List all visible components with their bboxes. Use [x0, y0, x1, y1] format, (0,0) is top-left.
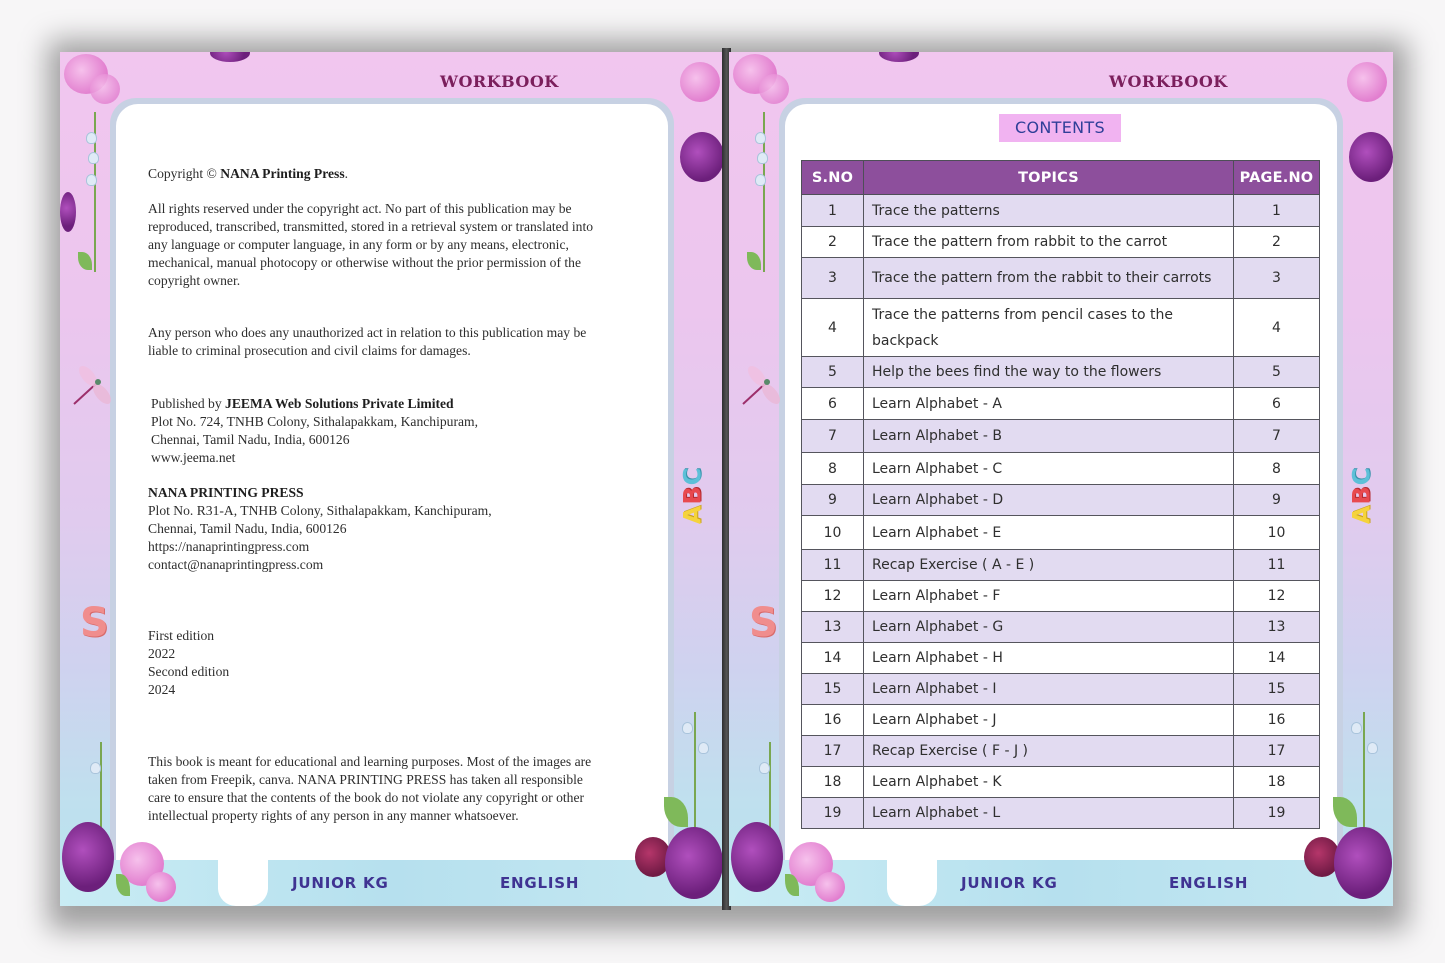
right-page-contents: [729, 52, 1393, 906]
cell-topic: Learn Alphabet - C: [864, 453, 1234, 485]
cell-topic: Learn Alphabet - J: [864, 705, 1234, 736]
cell-page: 16: [1234, 705, 1320, 736]
cell-sno: 4: [802, 299, 864, 357]
leaf-icon: [78, 252, 92, 270]
contents-title: CONTENTS: [999, 114, 1121, 142]
cell-topic: Recap Exercise ( A - E ): [864, 550, 1234, 581]
lily-bell-icon: [90, 762, 101, 774]
orchid-cluster-icon: [680, 62, 720, 102]
column-header-sno: S.NO: [802, 161, 864, 195]
publisher-block: Published by JEEMA Web Solutions Private Limited Plot No. 724, TNHB Colony, Sithalapakkam, Kanchipuram, Chennai, Tamil Nadu, India, 600126 www.jeema.net: [151, 396, 478, 465]
table-row[interactable]: [802, 767, 1320, 798]
cell-page: 2: [1234, 227, 1320, 258]
cell-topic: Learn Alphabet - H: [864, 643, 1234, 674]
orchid-cluster-icon: [879, 52, 919, 62]
cell-topic: Learn Alphabet - F: [864, 581, 1234, 612]
lily-bell-icon: [698, 742, 709, 754]
cell-page: 13: [1234, 612, 1320, 643]
cell-topic: Recap Exercise ( F - J ): [864, 736, 1234, 767]
lily-stem-icon: [769, 742, 771, 832]
table-row[interactable]: [802, 516, 1320, 550]
table-row[interactable]: [802, 420, 1320, 453]
rights-paragraph: All rights reserved under the copyright act. No part of this publication may be reproduced, transcribed, transmitted, stored in a retrieval system or translated into any language or computer language, in any form or by any means, electronic, mechanical, manual photocopy or otherwise without the prior permission of the copyright owner.: [148, 201, 594, 288]
left-page-copyright: [60, 52, 724, 906]
cell-sno: 19: [802, 798, 864, 829]
cell-sno: 6: [802, 388, 864, 420]
orchid-cluster-icon: [1349, 132, 1393, 182]
cell-topic: Learn Alphabet - I: [864, 674, 1234, 705]
lily-bell-icon: [1367, 742, 1378, 754]
footer-tab-notch: [887, 844, 937, 906]
table-row[interactable]: [802, 299, 1320, 357]
orchid-cluster-icon: [146, 872, 176, 902]
cell-topic: Learn Alphabet - L: [864, 798, 1234, 829]
copyright-line: Copyright © NANA Printing Press.: [148, 166, 349, 181]
dragonfly-icon: [737, 364, 785, 412]
cell-page: 1: [1234, 195, 1320, 227]
orchid-cluster-icon: [1334, 827, 1392, 899]
cell-page: 12: [1234, 581, 1320, 612]
lily-bell-icon: [1351, 722, 1362, 734]
cell-topic: Learn Alphabet - K: [864, 767, 1234, 798]
printer-website-link: https://nanaprintingpress.com: [148, 539, 310, 554]
table-row[interactable]: [802, 736, 1320, 767]
copyright-text-block: [148, 165, 648, 825]
cell-page: 4: [1234, 299, 1320, 357]
cell-sno: 9: [802, 485, 864, 516]
leaf-icon: [747, 252, 761, 270]
cell-page: 8: [1234, 453, 1320, 485]
cell-sno: 2: [802, 227, 864, 258]
cell-topic: Trace the pattern from the rabbit to their carrots: [864, 258, 1234, 299]
table-header-row: [802, 161, 1320, 195]
orchid-cluster-icon: [90, 74, 120, 104]
cell-page: 9: [1234, 485, 1320, 516]
orchid-cluster-icon: [759, 74, 789, 104]
printer-email: contact@nanaprintingpress.com: [148, 557, 324, 572]
lily-bell-icon: [86, 132, 97, 144]
cell-sno: 7: [802, 420, 864, 453]
orchid-cluster-icon: [815, 872, 845, 902]
lily-stem-icon: [1363, 712, 1365, 832]
decor-abc-letters: A B C: [1347, 467, 1376, 525]
cell-sno: 3: [802, 258, 864, 299]
table-row[interactable]: [802, 388, 1320, 420]
table-row[interactable]: [802, 705, 1320, 736]
orchid-cluster-icon: [680, 132, 724, 182]
lily-bell-icon: [86, 174, 97, 186]
table-row[interactable]: [802, 643, 1320, 674]
orchid-cluster-icon: [1347, 62, 1387, 102]
contents-table: [801, 160, 1320, 829]
cell-sno: 18: [802, 767, 864, 798]
cell-topic: Learn Alphabet - E: [864, 516, 1234, 550]
cell-page: 5: [1234, 357, 1320, 388]
cell-page: 17: [1234, 736, 1320, 767]
lily-bell-icon: [755, 174, 766, 186]
orchid-cluster-icon: [665, 827, 723, 899]
footer-subject: ENGLISH: [1169, 874, 1249, 892]
publisher-website-link: www.jeema.net: [151, 450, 236, 465]
cell-topic: Trace the patterns: [864, 195, 1234, 227]
cell-sno: 15: [802, 674, 864, 705]
cell-topic: Learn Alphabet - D: [864, 485, 1234, 516]
table-row[interactable]: [802, 453, 1320, 485]
cell-page: 7: [1234, 420, 1320, 453]
footer-tab-notch: [218, 844, 268, 906]
table-row[interactable]: [802, 612, 1320, 643]
cell-sno: 1: [802, 195, 864, 227]
lily-stem-icon: [694, 712, 696, 832]
cell-page: 14: [1234, 643, 1320, 674]
header-title: WORKBOOK: [1109, 72, 1228, 91]
column-header-pageno: PAGE.NO: [1234, 161, 1320, 195]
cell-topic: Help the bees find the way to the flowers: [864, 357, 1234, 388]
cell-page: 6: [1234, 388, 1320, 420]
cell-sno: 14: [802, 643, 864, 674]
cell-page: 11: [1234, 550, 1320, 581]
cell-page: 19: [1234, 798, 1320, 829]
lily-bell-icon: [757, 152, 768, 164]
decor-abc-letters: A B C: [678, 467, 707, 525]
cell-page: 18: [1234, 767, 1320, 798]
table-row[interactable]: [802, 798, 1320, 829]
cell-sno: 17: [802, 736, 864, 767]
cell-topic: Trace the patterns from pencil cases to the backpack: [864, 299, 1234, 357]
cell-page: 10: [1234, 516, 1320, 550]
cell-sno: 13: [802, 612, 864, 643]
table-row[interactable]: [802, 258, 1320, 299]
column-header-topics: TOPICS: [864, 161, 1234, 195]
orchid-cluster-icon: [210, 52, 250, 62]
lily-bell-icon: [682, 722, 693, 734]
lily-stem-icon: [100, 742, 102, 832]
footer-subject: ENGLISH: [500, 874, 580, 892]
orchid-cluster-icon: [731, 822, 783, 892]
table-row[interactable]: [802, 550, 1320, 581]
cell-topic: Learn Alphabet - A: [864, 388, 1234, 420]
liability-paragraph: Any person who does any unauthorized act in relation to this publication may be liable to criminal prosecution and civil claims for damages.: [148, 325, 587, 358]
dragonfly-icon: [68, 364, 116, 412]
cell-page: 3: [1234, 258, 1320, 299]
table-row[interactable]: [802, 581, 1320, 612]
table-row[interactable]: [802, 674, 1320, 705]
cell-sno: 8: [802, 453, 864, 485]
footer-grade: JUNIOR KG: [292, 874, 389, 892]
cell-topic: Trace the pattern from rabbit to the carrot: [864, 227, 1234, 258]
lily-bell-icon: [759, 762, 770, 774]
cell-sno: 12: [802, 581, 864, 612]
printer-block: NANA PRINTING PRESS Plot No. R31-A, TNHB Colony, Sithalapakkam, Kanchipuram, Chennai, Tamil Nadu, India, 600126 https://nanaprintingpress.com contact@nanaprintingpress.com: [148, 485, 492, 572]
table-row[interactable]: [802, 227, 1320, 258]
cell-topic: Learn Alphabet - G: [864, 612, 1234, 643]
cell-sno: 11: [802, 550, 864, 581]
orchid-cluster-icon: [60, 192, 76, 232]
table-row[interactable]: [802, 195, 1320, 227]
table-row[interactable]: [802, 485, 1320, 516]
lily-bell-icon: [755, 132, 766, 144]
cell-sno: 5: [802, 357, 864, 388]
decor-letter-s: S: [749, 600, 778, 646]
cell-sno: 16: [802, 705, 864, 736]
lily-bell-icon: [88, 152, 99, 164]
decor-letter-s: S: [80, 600, 109, 646]
disclaimer-paragraph: This book is meant for educational and learning purposes. Most of the images are taken from Freepik, canva. NANA PRINTING PRESS has taken all responsible care to ensure that the contents of the book do not violate any copyright or other intellectual property rights of any person in any manner whatsoever.: [148, 754, 592, 823]
cell-topic: Learn Alphabet - B: [864, 420, 1234, 453]
table-row[interactable]: [802, 357, 1320, 388]
footer-grade: JUNIOR KG: [961, 874, 1058, 892]
header-title: WORKBOOK: [440, 72, 559, 91]
editions-block: First edition 2022 Second edition 2024: [148, 628, 230, 697]
cell-sno: 10: [802, 516, 864, 550]
cell-page: 15: [1234, 674, 1320, 705]
orchid-cluster-icon: [62, 822, 114, 892]
